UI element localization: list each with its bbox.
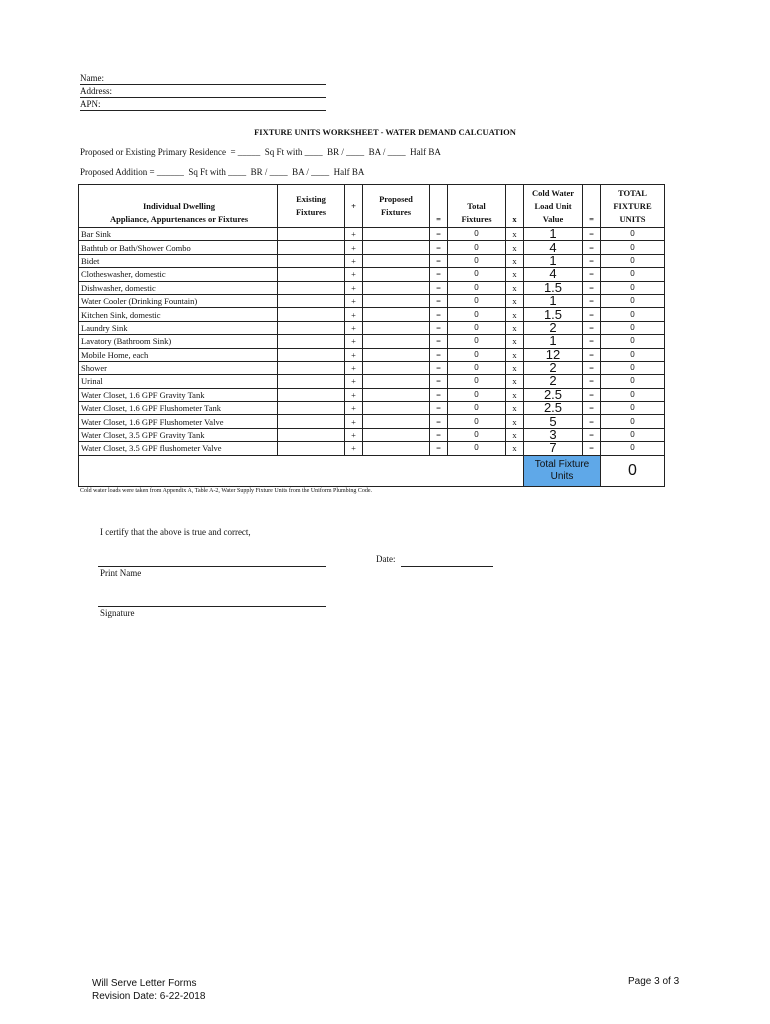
cold-water-load-value: 5 — [524, 415, 583, 428]
table-row — [79, 361, 665, 374]
existing-fixtures-input[interactable] — [278, 415, 345, 428]
total-fixtures-value: 0 — [448, 442, 506, 455]
equals-sign: = — [583, 348, 601, 361]
plus-sign: + — [345, 375, 363, 388]
plus-sign: + — [345, 402, 363, 415]
plus-sign: + — [345, 442, 363, 455]
table-row — [79, 415, 665, 428]
equals-sign: = — [430, 281, 448, 294]
total-fixture-units-label: Total Fixture Units — [524, 455, 601, 486]
proposed-fixtures-input[interactable] — [363, 308, 430, 321]
fixture-units-result: 0 — [601, 375, 665, 388]
plus-sign: + — [345, 388, 363, 401]
equals-sign: = — [583, 294, 601, 307]
table-row — [79, 388, 665, 401]
table-row — [79, 228, 665, 241]
fixture-label: Bar Sink — [79, 228, 278, 241]
plus-sign: + — [345, 254, 363, 267]
total-fixtures-value: 0 — [448, 254, 506, 267]
table-row — [79, 428, 665, 441]
fixture-units-result: 0 — [601, 268, 665, 281]
fixture-units-result: 0 — [601, 348, 665, 361]
cold-water-load-value: 4 — [524, 268, 583, 281]
equals-sign: = — [430, 335, 448, 348]
total-fixtures-value: 0 — [448, 281, 506, 294]
print-name-label: Print Name — [100, 568, 142, 578]
equals-sign: = — [430, 428, 448, 441]
cold-water-load-value: 7 — [524, 442, 583, 455]
fixture-units-result: 0 — [601, 402, 665, 415]
source-note: Cold water loads were taken from Appendix A, Table A-2, Water Supply Fixture Units from the Uniform Plumbing Code. — [80, 488, 372, 494]
existing-fixtures-input[interactable] — [278, 281, 345, 294]
plus-sign: + — [345, 241, 363, 254]
times-sign: x — [506, 268, 524, 281]
table-header-row — [79, 185, 665, 228]
existing-fixtures-input[interactable] — [278, 321, 345, 334]
fixture-worksheet-table — [78, 184, 665, 487]
total-fixtures-value: 0 — [448, 321, 506, 334]
plus-sign: + — [345, 361, 363, 374]
total-fixtures-value: 0 — [448, 335, 506, 348]
total-fixture-units-value: 0 — [601, 455, 665, 486]
proposed-fixtures-input[interactable] — [363, 348, 430, 361]
cold-water-load-value: 4 — [524, 241, 583, 254]
proposed-fixtures-input[interactable] — [363, 335, 430, 348]
table-row — [79, 375, 665, 388]
fixture-label: Lavatory (Bathroom Sink) — [79, 335, 278, 348]
table-row — [79, 281, 665, 294]
fixture-units-result: 0 — [601, 428, 665, 441]
equals-sign: = — [583, 415, 601, 428]
times-sign: x — [506, 308, 524, 321]
proposed-fixtures-input[interactable] — [363, 361, 430, 374]
fixture-label: Bidet — [79, 254, 278, 267]
footer-page: Page 3 of 3 — [628, 976, 680, 987]
name-field[interactable] — [80, 72, 326, 85]
equals-sign: = — [583, 428, 601, 441]
fixture-label: Water Closet, 3.5 GPF Gravity Tank — [79, 428, 278, 441]
equals-sign: = — [583, 361, 601, 374]
proposed-fixtures-input[interactable] — [363, 254, 430, 267]
fixture-units-result: 0 — [601, 361, 665, 374]
table-row — [79, 335, 665, 348]
existing-fixtures-input[interactable] — [278, 428, 345, 441]
total-fixtures-value: 0 — [448, 402, 506, 415]
fixture-label: Shower — [79, 361, 278, 374]
cold-water-load-value: 3 — [524, 428, 583, 441]
equals-sign: = — [430, 254, 448, 267]
times-sign: x — [506, 375, 524, 388]
existing-fixtures-input[interactable] — [278, 348, 345, 361]
eq-header: = — [430, 185, 448, 228]
existing-fixtures-input[interactable] — [278, 361, 345, 374]
times-sign: x — [506, 241, 524, 254]
cold-water-load-value: 1.5 — [524, 308, 583, 321]
equals-sign: = — [583, 442, 601, 455]
cold-water-load-value: 1 — [524, 228, 583, 241]
fixture-units-result: 0 — [601, 254, 665, 267]
fixture-units-result: 0 — [601, 335, 665, 348]
equals-sign: = — [430, 348, 448, 361]
fixture-units-result: 0 — [601, 388, 665, 401]
times-sign: x — [506, 321, 524, 334]
proposed-addition-line: Proposed Addition = ______ Sq Ft with ____ BR / ____ BA / ____ Half BA — [80, 167, 365, 177]
cold-water-load-value: 2 — [524, 375, 583, 388]
table-row — [79, 348, 665, 361]
plus-header: + — [345, 185, 363, 228]
fixture-units-result: 0 — [601, 321, 665, 334]
total-fixtures-value: 0 — [448, 308, 506, 321]
times-sign: x — [506, 281, 524, 294]
fixture-label: Mobile Home, each — [79, 348, 278, 361]
total-fixtures-value: 0 — [448, 388, 506, 401]
total-fixtures-value: 0 — [448, 415, 506, 428]
fixture-units-result: 0 — [601, 294, 665, 307]
existing-fixtures-input[interactable] — [278, 442, 345, 455]
existing-fixtures-input[interactable] — [278, 335, 345, 348]
equals-sign: = — [583, 388, 601, 401]
table-row — [79, 402, 665, 415]
address-label: Address: — [80, 86, 112, 96]
cold-water-load-value: 1 — [524, 294, 583, 307]
plus-sign: + — [345, 308, 363, 321]
equals-sign: = — [430, 442, 448, 455]
times-sign: x — [506, 228, 524, 241]
footer-revision: Revision Date: 6-22-2018 — [92, 991, 206, 1002]
total-fixtures-value: 0 — [448, 361, 506, 374]
times-sign: x — [506, 428, 524, 441]
fixture-units-result: 0 — [601, 415, 665, 428]
fixture-label: Kitchen Sink, domestic — [79, 308, 278, 321]
equals-sign: = — [583, 321, 601, 334]
equals-sign: = — [583, 241, 601, 254]
total-fixtures-value: 0 — [448, 228, 506, 241]
times-sign: x — [506, 442, 524, 455]
equals-sign: = — [430, 402, 448, 415]
plus-sign: + — [345, 321, 363, 334]
proposed-fixtures-input[interactable] — [363, 428, 430, 441]
proposed-fixtures-input[interactable] — [363, 228, 430, 241]
existing-fixtures-input[interactable] — [278, 402, 345, 415]
page-title: FIXTURE UNITS WORKSHEET - WATER DEMAND CALCUATION — [254, 127, 516, 137]
fixture-units-result: 0 — [601, 442, 665, 455]
existing-fixtures-input[interactable] — [278, 294, 345, 307]
existing-fixtures-input[interactable] — [278, 254, 345, 267]
address-field[interactable] — [80, 85, 326, 98]
total-fixtures-value: 0 — [448, 348, 506, 361]
cold-water-load-value: 2 — [524, 361, 583, 374]
equals-sign: = — [430, 241, 448, 254]
plus-sign: + — [345, 335, 363, 348]
equals-sign: = — [583, 281, 601, 294]
equals-sign: = — [430, 268, 448, 281]
footer-forms: Will Serve Letter Forms — [92, 978, 197, 989]
plus-sign: + — [345, 415, 363, 428]
equals-sign: = — [583, 335, 601, 348]
proposed-fixtures-input[interactable] — [363, 241, 430, 254]
cold-water-load-value: 1.5 — [524, 281, 583, 294]
fixture-label: Water Closet, 1.6 GPF Gravity Tank — [79, 388, 278, 401]
total-fixture-units-header: TOTAL FIXTURE UNITS — [601, 185, 665, 228]
plus-sign: + — [345, 281, 363, 294]
existing-fixtures-input[interactable] — [278, 375, 345, 388]
cold-water-load-value: 2.5 — [524, 388, 583, 401]
fixture-label: Laundry Sink — [79, 321, 278, 334]
existing-header: Existing Fixtures — [278, 185, 345, 228]
cold-water-load-value: 1 — [524, 254, 583, 267]
times-sign: x — [506, 361, 524, 374]
times-sign: x — [506, 335, 524, 348]
equals-sign: = — [430, 361, 448, 374]
existing-fixtures-input[interactable] — [278, 268, 345, 281]
table-row — [79, 241, 665, 254]
equals-sign: = — [430, 375, 448, 388]
fixture-units-result: 0 — [601, 241, 665, 254]
times-sign: x — [506, 415, 524, 428]
cold-water-load-value: 2 — [524, 321, 583, 334]
signature-label: Signature — [100, 608, 135, 618]
total-fixtures-value: 0 — [448, 428, 506, 441]
fixture-label: Clotheswasher, domestic — [79, 268, 278, 281]
table-footer-row — [79, 455, 665, 486]
fixture-units-result: 0 — [601, 281, 665, 294]
equals-sign: = — [583, 268, 601, 281]
cold-water-load-value: 12 — [524, 348, 583, 361]
x-header: x — [506, 185, 524, 228]
table-row — [79, 321, 665, 334]
date-line[interactable] — [401, 552, 493, 567]
cold-water-load-value: 1 — [524, 335, 583, 348]
equals-sign: = — [583, 228, 601, 241]
proposed-fixtures-input[interactable] — [363, 321, 430, 334]
times-sign: x — [506, 348, 524, 361]
apn-field[interactable] — [80, 98, 326, 111]
apn-label: APN: — [80, 99, 101, 109]
equals-sign: = — [583, 402, 601, 415]
equals-sign: = — [583, 254, 601, 267]
total-fixtures-value: 0 — [448, 268, 506, 281]
proposed-fixtures-input[interactable] — [363, 388, 430, 401]
fixture-label: Water Cooler (Drinking Fountain) — [79, 294, 278, 307]
proposed-fixtures-input[interactable] — [363, 294, 430, 307]
proposed-fixtures-input[interactable] — [363, 415, 430, 428]
proposed-fixtures-input[interactable] — [363, 375, 430, 388]
equals-sign: = — [430, 321, 448, 334]
eq2-header: = — [583, 185, 601, 228]
plus-sign: + — [345, 294, 363, 307]
plus-sign: + — [345, 268, 363, 281]
proposed-existing-line: Proposed or Existing Primary Residence = _____ Sq Ft with ____ BR / ____ BA / ____ Half BA — [80, 147, 441, 157]
equals-sign: = — [430, 228, 448, 241]
existing-fixtures-input[interactable] — [278, 308, 345, 321]
times-sign: x — [506, 294, 524, 307]
plus-sign: + — [345, 348, 363, 361]
existing-fixtures-input[interactable] — [278, 228, 345, 241]
print-name-line[interactable] — [98, 552, 326, 567]
proposed-fixtures-input[interactable] — [363, 281, 430, 294]
equals-sign: = — [430, 415, 448, 428]
date-label: Date: — [376, 554, 396, 564]
fixture-units-result: 0 — [601, 228, 665, 241]
existing-fixtures-input[interactable] — [278, 388, 345, 401]
equals-sign: = — [430, 294, 448, 307]
table-row — [79, 294, 665, 307]
proposed-fixtures-input[interactable] — [363, 442, 430, 455]
total-header: Total Fixtures — [448, 185, 506, 228]
proposed-fixtures-input[interactable] — [363, 402, 430, 415]
table-row — [79, 442, 665, 455]
plus-sign: + — [345, 428, 363, 441]
name-label: Name: — [80, 73, 104, 83]
times-sign: x — [506, 388, 524, 401]
fixture-label: Water Closet, 1.6 GPF Flushometer Valve — [79, 415, 278, 428]
table-row — [79, 268, 665, 281]
proposed-header: Proposed Fixtures — [363, 185, 430, 228]
fixture-units-result: 0 — [601, 308, 665, 321]
table-row — [79, 308, 665, 321]
equals-sign: = — [430, 308, 448, 321]
total-fixtures-value: 0 — [448, 294, 506, 307]
certify-statement: I certify that the above is true and correct, — [100, 527, 251, 537]
table-row — [79, 254, 665, 267]
plus-sign: + — [345, 228, 363, 241]
proposed-fixtures-input[interactable] — [363, 268, 430, 281]
total-fixtures-value: 0 — [448, 375, 506, 388]
equals-sign: = — [583, 308, 601, 321]
fixture-label: Dishwasher, domestic — [79, 281, 278, 294]
signature-line[interactable] — [98, 592, 326, 607]
cold-water-header: Cold Water Load Unit Value — [524, 185, 583, 228]
fixture-label: Water Closet, 3.5 GPF flushometer Valve — [79, 442, 278, 455]
times-sign: x — [506, 254, 524, 267]
fixture-label: Water Closet, 1.6 GPF Flushometer Tank — [79, 402, 278, 415]
equals-sign: = — [430, 388, 448, 401]
cold-water-load-value: 2.5 — [524, 402, 583, 415]
total-fixtures-value: 0 — [448, 241, 506, 254]
fixture-label: Bathtub or Bath/Shower Combo — [79, 241, 278, 254]
appliance-header: Individual Dwelling Appliance, Appurtenances or Fixtures — [79, 185, 278, 228]
fixture-label: Urinal — [79, 375, 278, 388]
times-sign: x — [506, 402, 524, 415]
equals-sign: = — [583, 375, 601, 388]
existing-fixtures-input[interactable] — [278, 241, 345, 254]
